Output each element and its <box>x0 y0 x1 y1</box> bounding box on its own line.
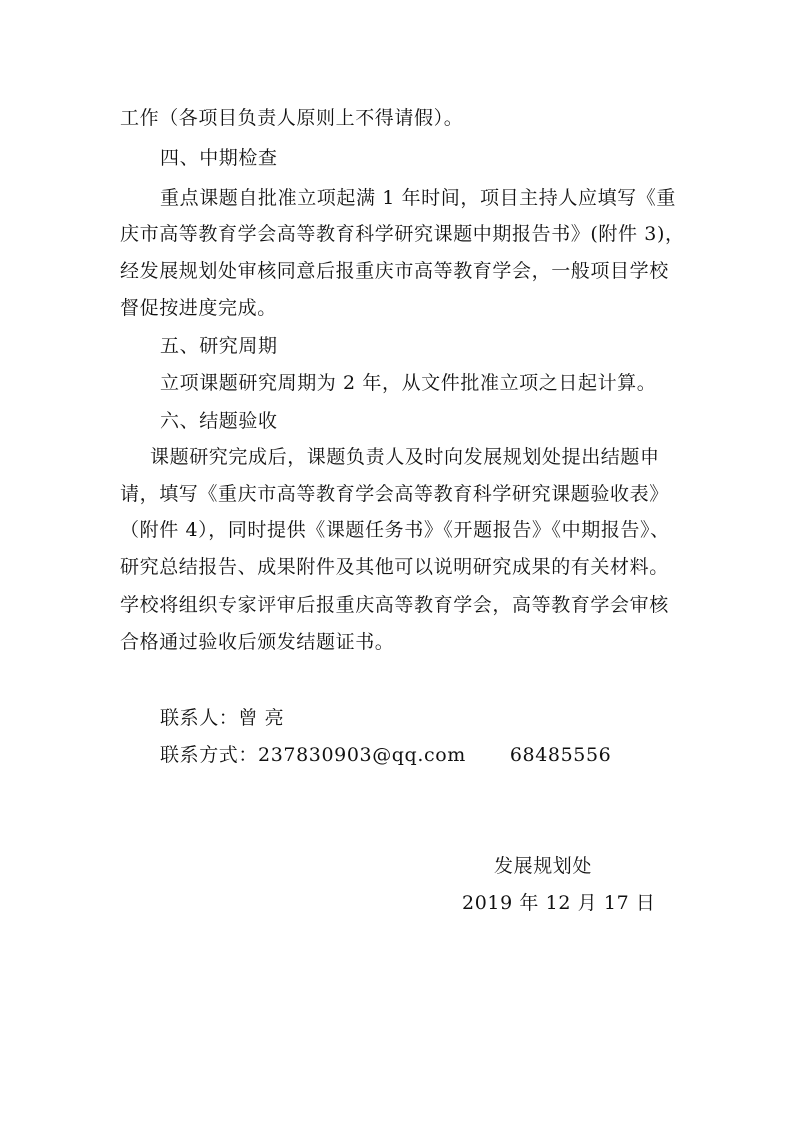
paragraph-line: 督促按进度完成。 <box>120 297 277 319</box>
section-heading: 四、中期检查 <box>160 147 278 169</box>
paragraph-line: （附件 4），同时提供《课题任务书》《开题报告》《中期报告》、 <box>120 519 670 541</box>
paragraph-line: 请，填写《重庆市高等教育学会高等教育科学研究课题验收表》 <box>120 483 669 505</box>
paragraph-line: 合格通过验收后颁发结题证书。 <box>120 631 395 653</box>
paragraph-line: 重点课题自批准立项起满 1 年时间，项目主持人应填写《重 <box>160 187 676 209</box>
contact-phone: 68485556 <box>509 744 612 766</box>
paragraph-line: 立项课题研究周期为 2 年，从文件批准立项之日起计算。 <box>160 372 657 394</box>
section-heading: 六、结题验收 <box>160 410 278 432</box>
signature-date: 2019 年 12 月 17 日 <box>462 892 656 914</box>
contact-email: 联系方式：237830903@qq.com <box>160 744 466 766</box>
contact-method <box>160 743 611 767</box>
paragraph-line: 课题研究完成后，课题负责人及时向发展规划处提出结题申 <box>150 446 660 468</box>
section-heading: 五、研究周期 <box>160 335 278 357</box>
paragraph-line: 学校将组织专家评审后报重庆高等教育学会，高等教育学会审核 <box>120 594 669 616</box>
paragraph-line: 庆市高等教育学会高等教育科学研究课题中期报告书》(附件 3)， <box>120 223 685 245</box>
paragraph-line: 工作（各项目负责人原则上不得请假）。 <box>120 107 464 129</box>
paragraph-line: 经发展规划处审核同意后报重庆市高等教育学会，一般项目学校 <box>120 260 669 282</box>
signature-department: 发展规划处 <box>494 855 593 877</box>
paragraph-line: 研究总结报告、成果附件及其他可以说明研究成果的有关材料。 <box>120 556 669 578</box>
contact-person: 联系人：曾 亮 <box>160 707 285 729</box>
